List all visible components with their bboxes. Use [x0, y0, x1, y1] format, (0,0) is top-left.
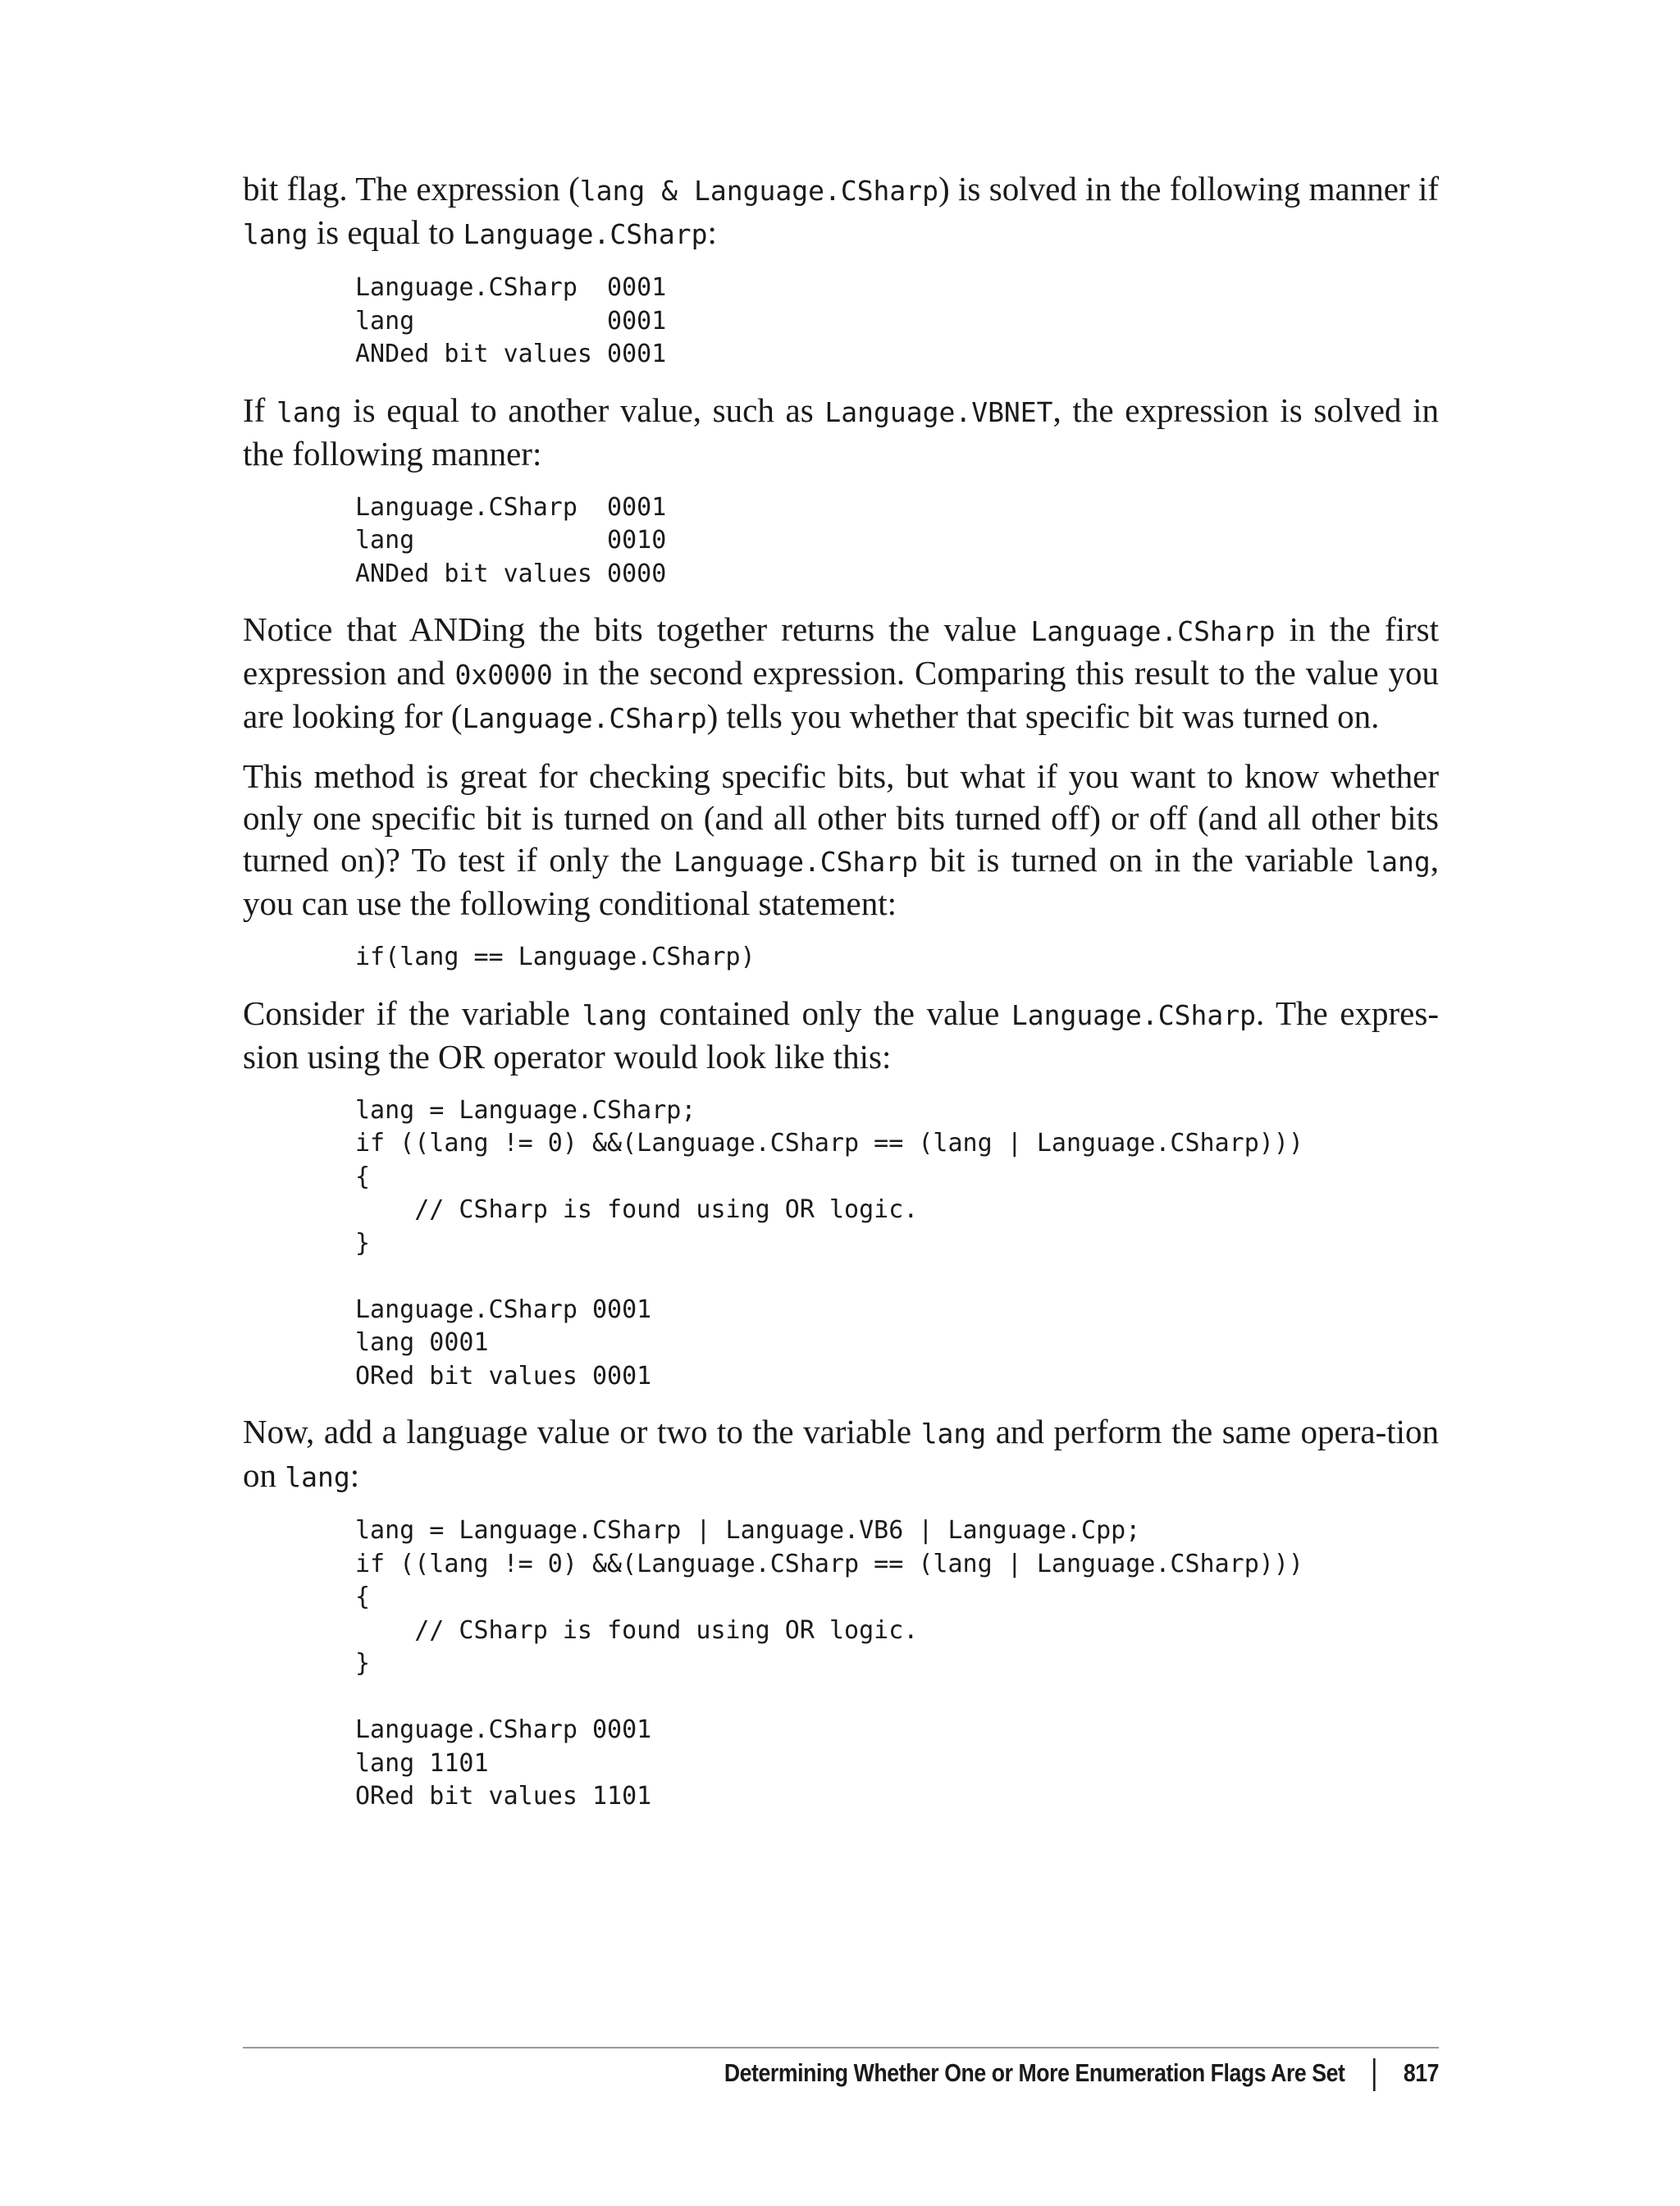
text-run: in the second expression. Comparing this result to the value you are looking for ( [243, 654, 1439, 735]
code-block-1: Language.CSharp 0001 lang 0001 ANDed bit values 0001 [355, 273, 667, 368]
text-run: , you can use the following conditional statement: [243, 841, 1439, 922]
text-run: . The expres-sion using the OR operator would look like this: [243, 993, 1439, 1076]
paragraph-5 [243, 993, 1439, 1078]
inline-code: lang & Language.CSharp [579, 175, 939, 207]
inline-code: lang [582, 998, 647, 1031]
inline-code: Language.CSharp [463, 218, 708, 250]
inline-code: Language.CSharp [462, 702, 707, 734]
footer-separator [1373, 2058, 1376, 2091]
code-block-5: lang = Language.CSharp | Language.VB6 | Language.Cpp; if ((lang != 0) &&(Language.CSharp == (lang | Language.CSharp))) { // CSharp is found using OR logic. } Language.CSharp 0001 lang 1101 ORed bit values 1101 [355, 1516, 1303, 1811]
inline-code: lang [920, 1418, 987, 1450]
inline-code: lang [285, 1461, 350, 1493]
paragraph-4 [243, 756, 1439, 925]
paragraph-1 [243, 168, 1439, 255]
footer-text [724, 2058, 1439, 2091]
text-run: : [707, 213, 717, 251]
inline-code: lang [276, 395, 342, 428]
inline-code: Language.CSharp [1011, 998, 1256, 1031]
page-body [243, 168, 1439, 1832]
text-run: bit is turned on in the variable [918, 841, 1366, 879]
inline-code: 0x0000 [454, 659, 553, 691]
code-block-2: Language.CSharp 0001 lang 0010 ANDed bit values 0000 [355, 492, 667, 588]
text-run: Consider if the variable [243, 993, 582, 1032]
inline-code: lang [243, 218, 308, 250]
text-run: is equal to [308, 213, 463, 251]
page-number: 817 [1403, 2058, 1439, 2088]
text-run: This method is great for checking specific bits, but what if you want to know whether only one specific bit is turned on (and all other bits turned off) or off (and all other bits turned on)? To test if only the [243, 757, 1439, 879]
page-footer [243, 2047, 1439, 2106]
code-block-4: lang = Language.CSharp; if ((lang != 0) &&(Language.CSharp == (lang | Language.CSharp))) { // CSharp is found using OR logic. } Language.CSharp 0001 lang 0001 ORed bit values 0001 [355, 1095, 1303, 1391]
text-run: in the first expression and [243, 610, 1440, 692]
text-run: Now, add a language value or two to the variable [243, 1413, 921, 1450]
inline-code: Language.CSharp [1030, 615, 1276, 647]
paragraph-2 [243, 390, 1439, 475]
text-run: : [349, 1456, 360, 1494]
text-run: , the expression is solved in the following manner: [243, 391, 1440, 473]
text-run: Notice that ANDing the bits together returns the value [243, 610, 1031, 648]
running-section-title: Determining Whether One or More Enumeration Flags Are Set [724, 2058, 1345, 2088]
text-run: ) tells you whether that specific bit was turned on. [706, 697, 1380, 735]
text-run: is equal to another value, such as [341, 391, 825, 429]
paragraph-6 [243, 1411, 1439, 1498]
inline-code: lang [1365, 846, 1431, 878]
text-run: contained only the value [646, 993, 1011, 1032]
inline-code: Language.CSharp [673, 846, 919, 878]
text-run: bit flag. The expression ( [243, 170, 580, 208]
paragraph-3 [243, 609, 1439, 739]
text-run: If [243, 391, 277, 429]
inline-code: Language.VBNET [824, 395, 1053, 428]
text-run: and perform the same opera-tion on [243, 1413, 1440, 1494]
text-run: ) is solved in the following manner if [938, 170, 1439, 208]
code-block-3: if(lang == Language.CSharp) [355, 943, 756, 971]
